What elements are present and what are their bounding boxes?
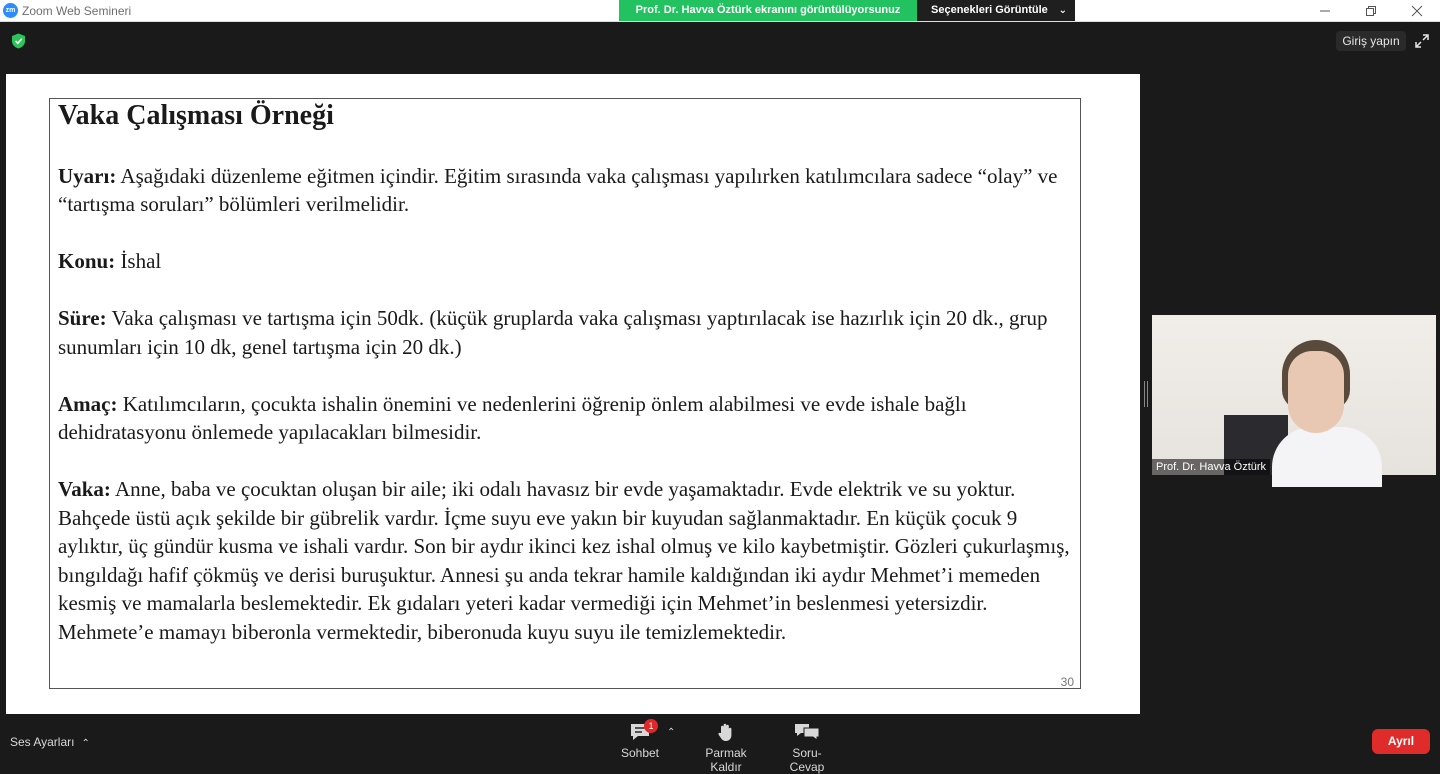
paragraph-label: Konu: bbox=[58, 249, 116, 273]
close-button[interactable] bbox=[1394, 0, 1440, 22]
panel-resize-handle[interactable] bbox=[1144, 381, 1148, 407]
participant-name-label: Prof. Dr. Havva Öztürk bbox=[1152, 459, 1270, 475]
view-options-button[interactable] bbox=[917, 0, 1075, 21]
shared-screen-slide bbox=[6, 74, 1140, 714]
paragraph-topic bbox=[58, 247, 1078, 276]
qa-icon bbox=[794, 722, 820, 742]
audio-settings-label: Ses Ayarları bbox=[10, 735, 75, 749]
screen-share-banner bbox=[619, 0, 1075, 21]
chat-unread-badge: 1 bbox=[644, 719, 658, 733]
paragraph-label: Uyarı: bbox=[58, 163, 117, 188]
share-status-text: Prof. Dr. Havva Öztürk ekranını görüntülüyorsunuz bbox=[619, 0, 917, 21]
qa-button[interactable] bbox=[776, 722, 838, 774]
chat-label: Sohbet bbox=[620, 746, 660, 760]
slide-content bbox=[58, 99, 1078, 646]
participant-video-tile[interactable] bbox=[1152, 315, 1436, 475]
slide-page-number: 30 bbox=[1060, 675, 1074, 689]
chevron-up-icon: ⌃ bbox=[81, 738, 90, 749]
paragraph-case bbox=[58, 475, 1078, 646]
paragraph-warning bbox=[58, 162, 1078, 219]
zoom-logo-icon: zm bbox=[3, 3, 18, 18]
window-title: Zoom Web Semineri bbox=[22, 4, 132, 18]
raise-hand-button[interactable] bbox=[688, 722, 764, 774]
leave-button[interactable]: Ayrıl bbox=[1372, 729, 1430, 754]
slide-title: Vaka Çalışması Örneği bbox=[58, 100, 334, 131]
qa-label: Soru-Cevap bbox=[789, 746, 825, 774]
participant-face bbox=[1288, 351, 1344, 433]
paragraph-text: Vaka çalışması ve tartışma için 50dk. (küçük gruplarda vaka çalışması yaptırılacak ise hazırlık için 20 dk., grup sunumları için 10 dk, genel tartışma için 20 dk.) bbox=[58, 306, 1048, 359]
restore-icon bbox=[1366, 6, 1376, 16]
paragraph-label: Vaka: bbox=[58, 477, 111, 501]
view-options-label: Seçenekleri Görüntüle bbox=[931, 4, 1048, 16]
audio-settings-button[interactable] bbox=[10, 735, 90, 749]
restore-button[interactable] bbox=[1348, 0, 1394, 22]
chat-button[interactable] bbox=[620, 722, 660, 760]
participant-body bbox=[1272, 427, 1382, 487]
paragraph-text: Aşağıdaki düzenleme eğitmen içindir. Eğitim sırasında vaka çalışması yapılırken katılımcılara sadece “olay” ve “tartışma soruları” bölümleri verilmelidir. bbox=[58, 163, 1058, 216]
fullscreen-icon[interactable] bbox=[1414, 33, 1430, 49]
paragraph-text: İshal bbox=[115, 249, 162, 273]
minimize-button[interactable] bbox=[1302, 0, 1348, 22]
window-controls bbox=[1302, 0, 1440, 22]
paragraph-text: Anne, baba ve çocuktan oluşan bir aile; iki odalı havasız bir evde yaşamaktadır. Evde elektrik ve su yoktur. Bahçede üstü açık şekilde bir gübrelik vardır. İçme suyu eve yakın bir kuyudan sağlanmaktadır. En küçük çocuk 9 aylıktır, üç gündür kusma ve ishali vardır. Son bir aydır ikinci kez ishal olmuş ve kilo kaybetmiştir. Gözleri çukurlaşmış, bıngıldağı hafif çökmüş ve derisi buruşuktur. Annesi şu anda tekrar hamile kaldığından iki aydır Mehmet’i memeden kesmiş ve mamalarla beslemektedir. Ek gıdaları yeteri kadar vermediği için Mehmet’in beslenmesi yetersizdir. Mehmete’e mamayı biberonla vermektedir, biberonuda kuyu suyu ile temizlemektedir. bbox=[58, 477, 1070, 644]
chevron-down-icon: ⌄ bbox=[1058, 5, 1067, 16]
paragraph-aim bbox=[58, 390, 1078, 447]
close-icon bbox=[1412, 6, 1422, 16]
paragraph-label: Süre: bbox=[58, 306, 107, 330]
raise-hand-label: Parmak Kaldır bbox=[705, 746, 747, 774]
chat-options-chevron-icon[interactable]: ⌃ bbox=[667, 727, 676, 738]
paragraph-label: Amaç: bbox=[58, 391, 118, 416]
paragraph-text: Katılımcıların, çocukta ishalin önemini ve nedenlerini öğrenip önlem alabilmesi ve evde ishale bağlı dehidratasyonu önlemede yapılacakları bilmesidir. bbox=[58, 391, 967, 444]
raise-hand-icon bbox=[716, 722, 736, 742]
minimize-icon bbox=[1320, 6, 1330, 16]
paragraph-duration bbox=[58, 304, 1078, 361]
security-shield-icon[interactable] bbox=[11, 33, 26, 49]
sign-in-button[interactable]: Giriş yapın bbox=[1336, 31, 1406, 51]
